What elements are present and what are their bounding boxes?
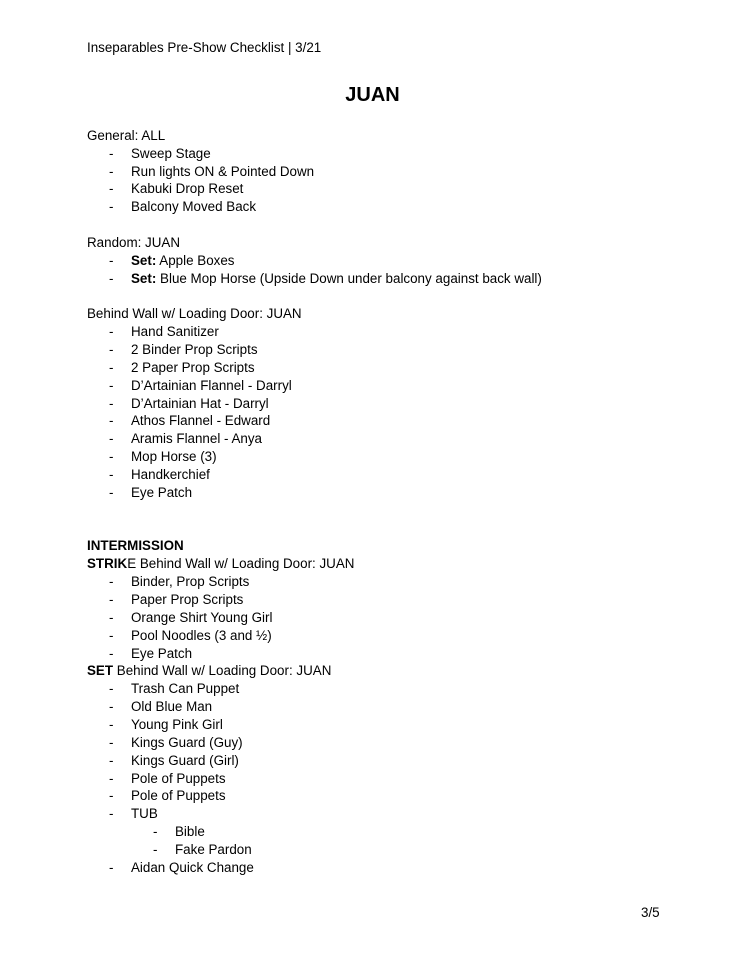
list-item	[0, 145, 745, 163]
list-dash: -	[109, 610, 114, 625]
list-item	[0, 377, 745, 395]
list-item-text: D’Artainian Flannel - Darryl	[131, 378, 292, 393]
list-dash: -	[109, 146, 114, 161]
list-item-text: Pole of Puppets	[131, 788, 226, 803]
list-item	[0, 609, 745, 627]
list-item-text: Young Pink Girl	[131, 717, 223, 732]
list-dash: -	[109, 735, 114, 750]
list-item	[0, 716, 745, 734]
list-item-text: Kings Guard (Girl)	[131, 753, 239, 768]
list-item-text: Aramis Flannel - Anya	[131, 431, 262, 446]
list-dash: -	[109, 164, 114, 179]
section-heading-intermission: INTERMISSION	[87, 538, 184, 553]
list-item	[0, 484, 745, 502]
list-item	[0, 859, 745, 877]
list-item	[0, 680, 745, 698]
list-item-text: Eye Patch	[131, 485, 193, 500]
list-item-text	[131, 252, 234, 270]
list-item	[0, 359, 745, 377]
section-heading-behind-wall: Behind Wall w/ Loading Door: JUAN	[87, 306, 302, 321]
list-dash: -	[109, 181, 114, 196]
sub-list-item-text: Fake Pardon	[175, 842, 252, 857]
list-item-text: Eye Patch	[131, 646, 193, 661]
set-text: Apple Boxes	[156, 253, 235, 268]
list-item-text: TUB	[131, 806, 158, 821]
list-dash: -	[109, 199, 114, 214]
list-item	[0, 341, 745, 359]
list-item-text: Sweep Stage	[131, 146, 211, 161]
list-item	[0, 180, 745, 198]
list-item-text: Handkerchief	[131, 467, 210, 482]
list-item-text: Kabuki Drop Reset	[131, 181, 244, 196]
list-item	[0, 805, 745, 823]
section-heading-general: General: ALL	[87, 128, 166, 143]
list-dash: -	[153, 842, 158, 857]
list-item-text: Pool Noodles (3 and ½)	[131, 628, 272, 643]
list-dash: -	[109, 253, 114, 268]
set-label: SET	[87, 663, 114, 678]
list-dash: -	[109, 717, 114, 732]
set-prefix: Set:	[131, 271, 157, 286]
list-dash: -	[109, 396, 114, 411]
list-item	[0, 627, 745, 645]
list-item-text: Hand Sanitizer	[131, 324, 219, 339]
list-dash: -	[109, 628, 114, 643]
sub-list-item	[0, 823, 745, 841]
list-dash: -	[109, 378, 114, 393]
list-item-text: Kings Guard (Guy)	[131, 735, 243, 750]
list-item-text: Run lights ON & Pointed Down	[131, 164, 315, 179]
list-dash: -	[109, 592, 114, 607]
list-dash: -	[109, 681, 114, 696]
list-dash: -	[109, 324, 114, 339]
list-item-text: Orange Shirt Young Girl	[131, 610, 273, 625]
list-item-text: Athos Flannel - Edward	[131, 413, 271, 428]
list-dash: -	[109, 646, 114, 661]
list-item	[0, 198, 745, 216]
section-heading-random: Random: JUAN	[87, 235, 181, 250]
list-item-text: Trash Can Puppet	[131, 681, 240, 696]
list-item	[0, 752, 745, 770]
sub-list-item	[0, 841, 745, 859]
list-item-text: 2 Paper Prop Scripts	[131, 360, 255, 375]
strike-label: STRIK	[87, 556, 128, 571]
strike-heading-text: E Behind Wall w/ Loading Door: JUAN	[127, 556, 355, 571]
list-dash: -	[109, 431, 114, 446]
list-item-text: Pole of Puppets	[131, 771, 226, 786]
list-item	[0, 573, 745, 591]
page-title: JUAN	[345, 84, 400, 106]
list-dash: -	[109, 574, 114, 589]
list-dash: -	[109, 771, 114, 786]
list-item	[0, 466, 745, 484]
list-item-text	[131, 270, 542, 288]
set-heading-text: Behind Wall w/ Loading Door: JUAN	[113, 663, 332, 678]
list-item	[0, 787, 745, 805]
set-heading	[87, 662, 331, 680]
list-item	[0, 323, 745, 341]
list-dash: -	[109, 699, 114, 714]
list-dash: -	[109, 449, 114, 464]
list-dash: -	[109, 806, 114, 821]
list-item	[0, 395, 745, 413]
list-item	[0, 270, 745, 288]
list-dash: -	[109, 271, 114, 286]
list-item	[0, 698, 745, 716]
set-text: Blue Mop Horse (Upside Down under balcony against back wall)	[156, 271, 542, 286]
list-dash: -	[109, 788, 114, 803]
list-dash: -	[109, 342, 114, 357]
list-item-text: Mop Horse (3)	[131, 449, 217, 464]
list-item-text: Old Blue Man	[131, 699, 213, 714]
sub-list-item-text: Bible	[175, 824, 205, 839]
list-dash: -	[109, 485, 114, 500]
list-item	[0, 734, 745, 752]
list-dash: -	[109, 467, 114, 482]
list-item	[0, 412, 745, 430]
list-dash: -	[109, 413, 114, 428]
list-dash: -	[109, 360, 114, 375]
document-header: Inseparables Pre-Show Checklist | 3/21	[87, 40, 322, 55]
list-item-text: Binder, Prop Scripts	[131, 574, 250, 589]
list-item-text: Paper Prop Scripts	[131, 592, 244, 607]
set-prefix: Set:	[131, 253, 157, 268]
list-item-text: 2 Binder Prop Scripts	[131, 342, 258, 357]
list-item-text: Balcony Moved Back	[131, 199, 257, 214]
list-item	[0, 430, 745, 448]
list-dash: -	[109, 753, 114, 768]
list-item	[0, 448, 745, 466]
list-item	[0, 163, 745, 181]
page-number: 3/5	[641, 905, 660, 920]
list-item-text: D’Artainian Hat - Darryl	[131, 396, 269, 411]
strike-heading	[87, 555, 354, 573]
list-item	[0, 770, 745, 788]
list-dash: -	[109, 860, 114, 875]
list-dash: -	[153, 824, 158, 839]
list-item	[0, 645, 745, 663]
list-item-text: Aidan Quick Change	[131, 860, 254, 875]
list-item	[0, 591, 745, 609]
list-item	[0, 252, 745, 270]
